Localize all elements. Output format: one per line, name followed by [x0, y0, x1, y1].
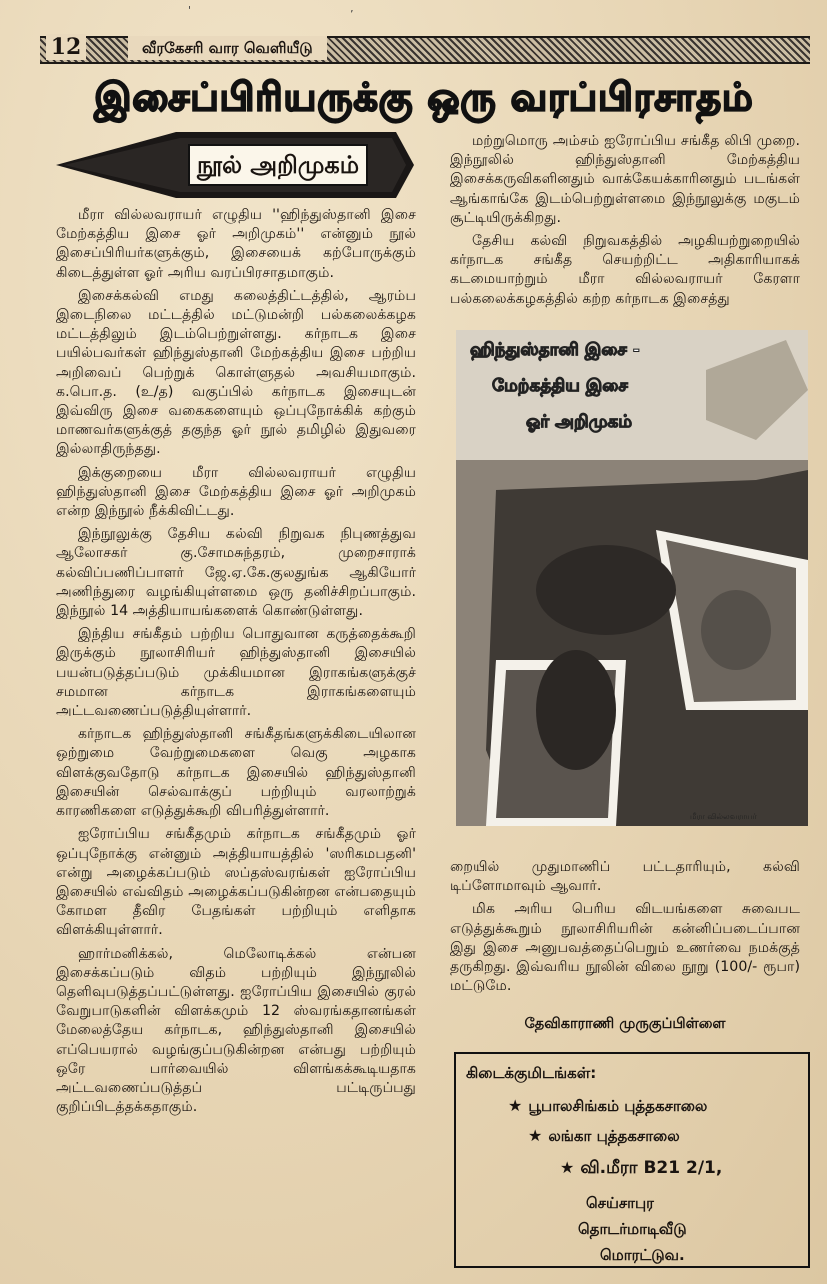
cover-title-line3: ஓர் அறிமுகம் — [526, 412, 633, 432]
article-author: தேவிகாராணி முருகுப்பிள்ளை — [524, 1016, 726, 1032]
availability-title: கிடைக்குமிடங்கள்: — [466, 1064, 597, 1082]
paragraph: கர்நாடக ஹிந்துஸ்தானி சங்கீதங்களுக்கிடையிலான ஒற்றுமை வேற்றுமைகளை வெகு அழகாக விளக்குவதோடு கர்நாடக இசையில் ஹிந்துஸ்தானி இசையின் செல்வாக்குப் பற்றியும் வரலாற்றுக் காரணிகளை எடுத்துக்கூறி விபரித்துள்ளார். — [56, 726, 416, 820]
page-number: 12 — [46, 34, 86, 60]
star-icon: ★ — [560, 1158, 575, 1177]
paragraph: றையில் முதுமாணிப் பட்டதாரியும், கல்வி டிப்ளோமாவும் ஆவார். — [450, 859, 800, 895]
paragraph: தேசிய கல்வி நிறுவகத்தில் அழகியற்றுறையில் கர்நாடக சங்கீத செயற்றிட்ட அதிகாரியாகக் கடமையாற்றும் மீரா வில்லவராயர் கேரளா பல்கலைக்கழகத்தில் கற்ற கர்நாடக இசைத்து — [450, 233, 800, 307]
availability-place-1 — [508, 1096, 707, 1117]
right-column-bottom — [450, 858, 800, 998]
right-column-top — [450, 132, 800, 328]
place-label: லங்கா புத்தகசாலை — [548, 1127, 680, 1145]
availability-box — [454, 1052, 810, 1268]
availability-place-3 — [560, 1158, 722, 1180]
crease-mark: ' — [188, 4, 192, 17]
paragraph: ஹார்மனிக்கல், மெலோடிக்கல் என்பன இசைக்கப்படும் விதம் பற்றியும் இந்நூலில் தெளிவுபடுத்தப்பட்டுள்ளது. ஐரோப்பிய இசையில் குரல் வேறுபாடுகளின் விளக்கமும் 12 ஸ்வரங்கதானங்கள் மேலைத்தேய கர்நாடக, ஹிந்துஸ்தானி இசையில் எப்பெயரால் வழங்குப்படுகின்றன என்பது பற்றியும் ஒரே பார்வையில் விளங்கக்கூடியதாக அட்டவணைப்படுத்தப் பட்டிருப்பது குறிப்பிடத்தக்கதாகும். — [56, 945, 416, 1116]
paragraph: மீரா வில்லவராயர் எழுதிய ''ஹிந்துஸ்தானி இசை மேற்கத்திய இசை ஓர் அறிமுகம்'' என்னும் நூல் இசைப்பிரியர்களுக்கும், இசையைக் கற்போருக்கும் கிடைத்துள்ள ஓர் அரிய வரப்பிரசாதமாகும். — [56, 207, 416, 281]
star-icon: ★ — [528, 1126, 543, 1145]
book-cover-photo — [456, 330, 808, 826]
cover-author: மீரா வில்லவராயர் — [690, 812, 757, 821]
section-banner — [56, 128, 414, 202]
paragraph: மற்றுமொரு அம்சம் ஐரோப்பிய சங்கீத லிபி முறை. இந்நூலில் ஹிந்துஸ்தானி மேற்கத்திய இசைக்கருவிகளினதும் வாக்கேயக்காரினதும் படங்கள் ஆங்காங்கே இடம்பெற்றுள்ளமை இந்நூலுக்கு மகுடம் சூட்டியிருக்கிறது. — [450, 133, 800, 226]
paragraph: இந்நூலுக்கு தேசிய கல்வி நிறுவக நிபுணத்துவ ஆலோசகர் கு.சோமசுந்தரம், முறைசாராக் கல்விப்பணிப்பாளர் ஜே.ஏ.கே.குலதுங்க ஆகியோர் அணிந்துரை வழங்கியுள்ளமை ஒரு தனிச்சிறப்பாகும். இந்நூல் 14 அத்தியாயங்களைக் கொண்டுள்ளது. — [56, 526, 416, 620]
cover-title-line2: மேற்கத்திய இசை — [492, 376, 628, 396]
left-column — [56, 206, 416, 1272]
section-label: நூல் அறிமுகம் — [188, 144, 368, 186]
star-icon: ★ — [508, 1096, 523, 1115]
availability-place-2 — [528, 1126, 680, 1147]
book-cover-artwork — [456, 330, 808, 826]
paragraph: இக்குறையை மீரா வில்லவராயர் எழுதிய ஹிந்துஸ்தானி இசை மேற்கத்திய இசை ஓர் அறிமுகம் என்ற இந்நூல் நீக்கிவிட்டது. — [56, 464, 416, 520]
place-label: வி.மீரா B21 2/1, — [580, 1158, 723, 1178]
paragraph: ஐரோப்பிய சங்கீதமும் கர்நாடக சங்கீதமும் ஓர் ஒப்புநோக்கு என்னும் அத்தியாயத்தில் 'ஸரிகமபதனி' என்று அழைக்கப்படும் ஸப்தஸ்வரங்கள் ஐரோப்பிய இசையில் எவ்விதம் அழைக்கப்படுகின்றன என்பதையும் கோமள தீவிர பேதங்கள் பற்றியும் எளிதாக விளக்கியுள்ளார். — [56, 826, 416, 939]
address-line: செய்சாபுர — [586, 1194, 654, 1212]
headline: இசைப்பிரியருக்கு ஒரு வரப்பிரசாதம் — [94, 74, 754, 119]
newspaper-name: வீரகேசரி வார வெளியீடு — [128, 36, 327, 60]
paragraph: இந்திய சங்கீதம் பற்றிய பொதுவான கருத்தைக்கூறி இருக்கும் நூலாசிரியர் ஹிந்துஸ்தானி இசையில் பயன்படுத்தப்படும் முக்கியமான இராகங்களுக்குச் சமமான கர்நாடக இராகங்களையும் அட்டவணைப்படுத்தியுள்ளார். — [56, 626, 416, 720]
place-label: பூபாலசிங்கம் புத்தகசாலை — [528, 1097, 708, 1115]
paragraph: இசைக்கல்வி எமது கலைத்திட்டத்தில், ஆரம்ப இடைநிலை மட்டத்தில் மட்டுமன்றி பல்கலைக்கழக மட்டத்திலும் இடம்பெற்றுள்ளது. கர்நாடக இசை பயில்பவர்கள் ஹிந்துஸ்தானி மேற்கத்திய இசை பற்றிய அறிவைப் பெற்றுக் கொள்ளுதல் அவசியமாகும். க.பொ.த. (உ/த) வகுப்பில் கர்நாடக இசையுடன் இவ்விரு இசை வகைகளையும் ஒப்புநோக்கிக் கற்கும் மாணவர்களுக்குத் தகுந்த ஓர் நூல் தமிழில் இதுவரை இல்லாதிருந்தது. — [56, 287, 416, 458]
address-line: தொடர்மாடிவீடு — [578, 1220, 687, 1238]
crease-mark: ʼ — [350, 8, 354, 21]
cover-title-line1: ஹிந்துஸ்தானி இசை - — [470, 340, 640, 360]
address-line: மொரட்டுவ. — [600, 1246, 685, 1264]
paragraph: மிக அரிய பெரிய விடயங்களை சுவைபட எடுத்துக்கூறும் நூலாசிரியரின் கன்னிப்படைப்பான இது இசை அனுபவத்தைப்பெறும் உணர்வை நமக்குத் தருகிறது. இவ்வரிய நூலின் விலை நூறு (100/- ரூபா) மட்டுமே. — [450, 901, 800, 995]
